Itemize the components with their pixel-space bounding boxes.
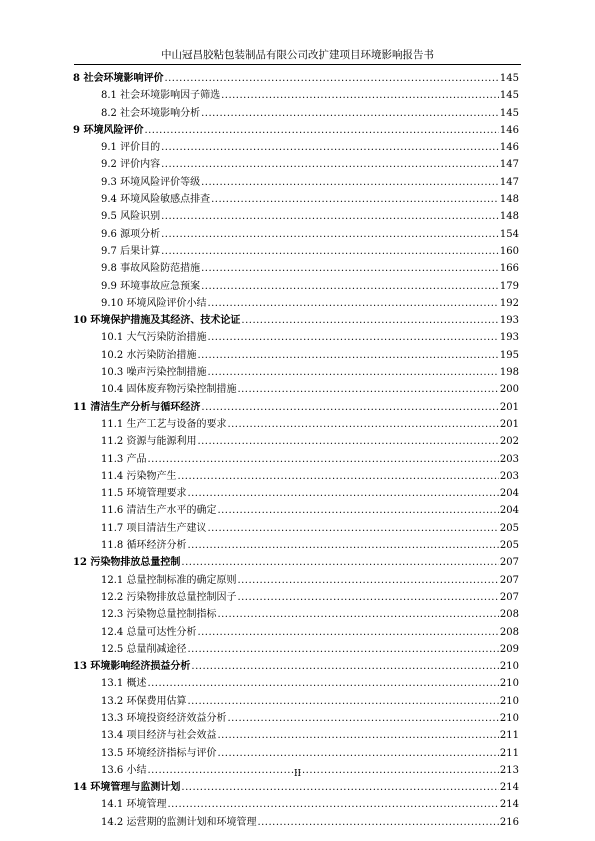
toc-section-entry[interactable] — [73, 693, 519, 710]
toc-entry-page: 210 — [499, 661, 519, 673]
toc-entry-page: 205 — [499, 540, 519, 552]
toc-entry-title: 9.6 源项分析 — [101, 228, 161, 240]
dot-leader — [201, 174, 499, 191]
toc-entry-title: 14.2 运营期的监测计划和环境管理 — [101, 816, 257, 828]
toc-chapter-entry[interactable] — [73, 554, 519, 571]
toc-entry-title: 10.2 水污染防治措施 — [101, 349, 197, 361]
toc-entry-title: 12.3 污染物总量控制指标 — [101, 609, 217, 621]
dot-leader — [207, 364, 498, 381]
table-of-contents — [73, 70, 519, 831]
toc-entry-page: 198 — [499, 367, 519, 379]
dot-leader — [257, 814, 498, 831]
dot-leader — [147, 675, 498, 692]
page-header: 中山冠昌胶粘包装制品有限公司改扩建项目环境影响报告书 — [161, 49, 434, 61]
toc-entry-title: 13.5 环境经济指标与评价 — [101, 747, 217, 759]
toc-entry-title: 12 污染物排放总量控制 — [73, 557, 181, 569]
toc-entry-page: 145 — [499, 73, 519, 84]
toc-entry-page: 209 — [499, 643, 519, 655]
toc-entry-page: 207 — [499, 574, 519, 586]
toc-entry-page: 145 — [499, 107, 519, 119]
toc-section-entry[interactable] — [73, 295, 519, 312]
dot-leader — [161, 139, 499, 156]
toc-entry-title: 9.8 事故风险防范措施 — [101, 263, 201, 275]
toc-entry-page: 205 — [499, 522, 519, 534]
toc-entry-page: 200 — [499, 384, 519, 396]
toc-section-entry[interactable] — [73, 485, 519, 502]
toc-section-entry[interactable] — [73, 675, 519, 692]
toc-entry-page: 210 — [499, 695, 519, 707]
toc-entry-page: 201 — [499, 401, 519, 413]
toc-entry-page: 210 — [499, 678, 519, 690]
toc-section-entry[interactable] — [73, 278, 519, 295]
dot-leader — [181, 554, 499, 571]
toc-section-entry[interactable] — [73, 468, 519, 485]
toc-entry-page: 146 — [499, 124, 519, 136]
toc-chapter-entry[interactable] — [73, 658, 519, 675]
toc-entry-title: 12.2 污染物排放总量控制因子 — [101, 591, 237, 603]
dot-leader — [217, 606, 498, 623]
toc-section-entry[interactable] — [73, 105, 519, 122]
toc-entry-title: 11.5 环境管理要求 — [101, 488, 187, 500]
toc-section-entry[interactable] — [73, 796, 519, 813]
toc-section-entry[interactable] — [73, 451, 519, 468]
toc-entry-page: 146 — [499, 142, 519, 154]
toc-section-entry[interactable] — [73, 520, 519, 537]
toc-entry-title: 9.7 后果计算 — [101, 245, 161, 257]
toc-entry-page: 213 — [499, 764, 519, 776]
dot-leader — [144, 122, 498, 139]
dot-leader — [147, 451, 498, 468]
toc-section-entry[interactable] — [73, 156, 519, 173]
toc-entry-title: 11.6 清洁生产水平的确定 — [101, 505, 217, 517]
toc-entry-page: 192 — [499, 297, 519, 309]
dot-leader — [237, 381, 498, 398]
toc-section-entry[interactable] — [73, 243, 519, 260]
toc-entry-page: 211 — [499, 747, 519, 759]
dot-leader — [207, 520, 498, 537]
toc-section-entry[interactable] — [73, 745, 519, 762]
page-number: II — [293, 769, 302, 779]
dot-leader — [181, 779, 499, 796]
toc-entry-page: 148 — [499, 194, 519, 206]
toc-entry-title: 11.3 产品 — [101, 453, 147, 465]
dot-leader — [221, 87, 499, 104]
toc-entry-title: 14 环境管理与监测计划 — [73, 782, 181, 794]
toc-entry-title: 10.1 大气污染防治措施 — [101, 332, 207, 344]
dot-leader — [164, 70, 498, 87]
toc-chapter-entry[interactable] — [73, 399, 519, 416]
toc-entry-title: 14.1 环境管理 — [101, 799, 167, 811]
toc-section-entry[interactable] — [73, 347, 519, 364]
dot-leader — [187, 641, 498, 658]
toc-entry-page: 202 — [499, 436, 519, 448]
dot-leader — [167, 796, 498, 813]
toc-chapter-entry[interactable] — [73, 70, 519, 87]
toc-entry-page: 203 — [499, 470, 519, 482]
toc-entry-page: 193 — [499, 315, 519, 327]
toc-section-entry[interactable] — [73, 433, 519, 450]
toc-entry-page: 195 — [499, 349, 519, 361]
toc-section-entry[interactable] — [73, 381, 519, 398]
toc-entry-page: 201 — [499, 418, 519, 430]
toc-entry-page: 160 — [499, 245, 519, 257]
toc-entry-title: 11.1 生产工艺与设备的要求 — [101, 418, 227, 430]
toc-section-entry[interactable] — [73, 624, 519, 641]
toc-entry-page: 214 — [499, 799, 519, 811]
toc-entry-title: 13.3 环境投资经济效益分析 — [101, 712, 227, 724]
toc-entry-title: 11 清洁生产分析与循环经济 — [73, 401, 201, 413]
toc-section-entry[interactable] — [73, 537, 519, 554]
dot-leader — [227, 710, 498, 727]
toc-section-entry[interactable] — [73, 572, 519, 589]
header-rule — [74, 64, 521, 65]
toc-section-entry[interactable] — [73, 502, 519, 519]
dot-leader — [191, 658, 499, 675]
toc-entry-page: 204 — [499, 488, 519, 500]
dot-leader — [161, 208, 499, 225]
toc-chapter-entry[interactable] — [73, 312, 519, 329]
toc-entry-title: 12.4 总量可达性分析 — [101, 626, 197, 638]
toc-entry-page: 208 — [499, 609, 519, 621]
toc-entry-title: 9.4 环境风险敏感点排查 — [101, 194, 211, 206]
toc-section-entry[interactable] — [73, 191, 519, 208]
toc-section-entry[interactable] — [73, 208, 519, 225]
dot-leader — [187, 693, 498, 710]
dot-leader — [187, 485, 498, 502]
dot-leader — [197, 347, 498, 364]
toc-section-entry[interactable] — [73, 226, 519, 243]
dot-leader — [197, 624, 498, 641]
toc-entry-title: 10.4 固体废弃物污染控制措施 — [101, 384, 237, 396]
toc-section-entry[interactable] — [73, 364, 519, 381]
toc-entry-title: 13 环境影响经济损益分析 — [73, 661, 191, 673]
toc-section-entry[interactable] — [73, 606, 519, 623]
toc-entry-title: 8.1 社会环境影响因子筛选 — [101, 90, 221, 102]
toc-entry-page: 154 — [499, 228, 519, 240]
toc-chapter-entry[interactable] — [73, 122, 519, 139]
toc-entry-page: 147 — [499, 176, 519, 188]
dot-leader — [211, 191, 499, 208]
toc-entry-title: 10.3 噪声污染控制措施 — [101, 367, 207, 379]
dot-leader — [207, 329, 498, 346]
toc-entry-title: 11.2 资源与能源利用 — [101, 436, 197, 448]
toc-entry-page: 145 — [499, 90, 519, 102]
dot-leader — [201, 399, 499, 416]
toc-entry-page: 166 — [499, 263, 519, 275]
toc-section-entry[interactable] — [73, 139, 519, 156]
toc-entry-title: 9.2 评价内容 — [101, 159, 161, 171]
toc-entry-title: 11.4 污染物产生 — [101, 470, 177, 482]
dot-leader — [161, 226, 499, 243]
toc-section-entry[interactable] — [73, 87, 519, 104]
toc-section-entry[interactable] — [73, 589, 519, 606]
toc-entry-title: 13.6 小结 — [101, 764, 147, 776]
toc-entry-title: 10 环境保护措施及其经济、技术论证 — [73, 315, 241, 327]
toc-chapter-entry[interactable] — [73, 779, 519, 796]
dot-leader — [217, 727, 498, 744]
toc-section-entry[interactable] — [73, 260, 519, 277]
toc-entry-page: 148 — [499, 211, 519, 223]
toc-entry-page: 204 — [499, 505, 519, 517]
toc-entry-title: 9.9 环境事故应急预案 — [101, 280, 201, 292]
dot-leader — [161, 243, 499, 260]
toc-entry-page: 147 — [499, 159, 519, 171]
toc-section-entry[interactable] — [73, 641, 519, 658]
toc-section-entry[interactable] — [73, 814, 519, 831]
toc-entry-title: 13.1 概述 — [101, 678, 147, 690]
dot-leader — [217, 745, 498, 762]
dot-leader — [237, 572, 498, 589]
toc-entry-title: 13.4 项目经济与社会效益 — [101, 730, 217, 742]
toc-entry-title: 11.8 循环经济分析 — [101, 540, 187, 552]
dot-leader — [201, 278, 499, 295]
dot-leader — [187, 537, 498, 554]
toc-entry-page: 214 — [499, 782, 519, 794]
toc-entry-page: 207 — [499, 557, 519, 569]
toc-entry-page: 208 — [499, 626, 519, 638]
toc-section-entry[interactable] — [73, 710, 519, 727]
dot-leader — [201, 260, 499, 277]
toc-section-entry[interactable] — [73, 174, 519, 191]
dot-leader — [161, 156, 499, 173]
toc-section-entry[interactable] — [73, 329, 519, 346]
toc-entry-title: 9.10 环境风险评价小结 — [101, 297, 207, 309]
toc-entry-page: 203 — [499, 453, 519, 465]
dot-leader — [197, 433, 498, 450]
toc-entry-page: 179 — [499, 280, 519, 292]
toc-entry-page: 211 — [499, 730, 519, 742]
toc-entry-title: 9.1 评价目的 — [101, 142, 161, 154]
dot-leader — [227, 416, 498, 433]
toc-entry-title: 8 社会环境影响评价 — [73, 73, 164, 84]
dot-leader — [201, 105, 499, 122]
toc-entry-title: 9.5 风险识别 — [101, 211, 161, 223]
toc-entry-title: 11.7 项目清洁生产建议 — [101, 522, 207, 534]
toc-entry-title: 9.3 环境风险评价等级 — [101, 176, 201, 188]
toc-entry-title: 13.2 环保费用估算 — [101, 695, 187, 707]
toc-entry-title: 12.1 总量控制标准的确定原则 — [101, 574, 237, 586]
toc-section-entry[interactable] — [73, 416, 519, 433]
dot-leader — [177, 468, 498, 485]
dot-leader — [241, 312, 499, 329]
toc-entry-title: 8.2 社会环境影响分析 — [101, 107, 201, 119]
dot-leader — [237, 589, 498, 606]
dot-leader — [207, 295, 498, 312]
toc-entry-page: 193 — [499, 332, 519, 344]
toc-entry-title: 9 环境风险评价 — [73, 124, 144, 136]
toc-entry-page: 210 — [499, 712, 519, 724]
toc-entry-page: 216 — [499, 816, 519, 828]
dot-leader — [217, 502, 498, 519]
toc-entry-page: 207 — [499, 591, 519, 603]
toc-entry-title: 12.5 总量削减途径 — [101, 643, 187, 655]
toc-section-entry[interactable] — [73, 727, 519, 744]
